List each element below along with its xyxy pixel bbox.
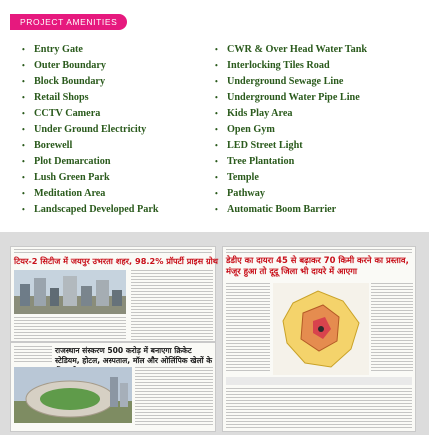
clipping-headline: राजस्थान संस्करण 500 करोड़ में बनाएगा क्रिकेट स्टेडियम, होटल, अस्पताल, मॉल और ओलिंपिक खेलों के (55, 346, 213, 365)
bullet-icon: • (22, 173, 25, 182)
clipping-subheadline (226, 377, 412, 385)
list-item: • Interlocking Tiles Road (215, 58, 367, 74)
list-item: • Block Boundary (22, 74, 159, 90)
bullet-icon: • (22, 205, 25, 214)
bullet-icon: • (22, 109, 25, 118)
body-text (131, 270, 213, 340)
bullet-icon: • (215, 93, 218, 102)
list-item: • Pathway (215, 186, 367, 202)
bullet-icon: • (22, 77, 25, 86)
amenities-right-list (215, 42, 367, 218)
bullet-icon: • (215, 189, 218, 198)
bullet-icon: • (215, 141, 218, 150)
bullet-icon: • (215, 109, 218, 118)
body-text (226, 388, 412, 430)
bullet-icon: • (215, 45, 218, 54)
bullet-icon: • (22, 157, 25, 166)
list-item: • Lush Green Park (22, 170, 159, 186)
news-clipping-stadium (10, 342, 216, 432)
list-item: • LED Street Light (215, 138, 367, 154)
list-item: • Retail Shops (22, 90, 159, 106)
body-text (371, 283, 413, 373)
region-map (273, 283, 369, 375)
bullet-icon: • (22, 61, 25, 70)
bullet-icon: • (22, 45, 25, 54)
list-item: • Under Ground Electricity (22, 122, 159, 138)
list-item: • CWR & Over Head Water Tank (215, 42, 367, 58)
list-item: • Kids Play Area (215, 106, 367, 122)
list-item: • Entry Gate (22, 42, 159, 58)
clipping-headline: टियर-2 सिटीज में जयपुर उभरता शहर, 98.2% प्रॉपर्टी प्राइस ग्रोथ (14, 256, 218, 266)
bullet-icon: • (215, 157, 218, 166)
list-item: • Landscaped Developed Park (22, 202, 159, 218)
list-item: • Borewell (22, 138, 159, 154)
body-text (226, 249, 412, 254)
body-text (14, 346, 52, 364)
body-text (226, 283, 270, 373)
city-skyline-photo (14, 270, 126, 314)
bullet-icon: • (215, 173, 218, 182)
list-item: • CCTV Camera (22, 106, 159, 122)
body-text (135, 367, 213, 427)
list-item: • Tree Plantation (215, 154, 367, 170)
bullet-icon: • (22, 141, 25, 150)
body-text (14, 249, 212, 254)
bullet-icon: • (22, 93, 25, 102)
list-item: • Temple (215, 170, 367, 186)
newspaper-clippings-section (0, 232, 429, 435)
amenities-left-list (22, 42, 159, 218)
section-title: PROJECT AMENITIES (10, 14, 127, 30)
list-item: • Meditation Area (22, 186, 159, 202)
list-item: • Underground Water Pipe Line (215, 90, 367, 106)
bullet-icon: • (22, 189, 25, 198)
bullet-icon: • (22, 125, 25, 134)
bullet-icon: • (215, 61, 218, 70)
body-text (14, 317, 126, 339)
bullet-icon: • (215, 125, 218, 134)
list-item: • Plot Demarcation (22, 154, 159, 170)
news-clipping-jda (222, 246, 416, 432)
bullet-icon: • (215, 205, 218, 214)
list-item: • Open Gym (215, 122, 367, 138)
list-item: • Automatic Boom Barrier (215, 202, 367, 218)
news-clipping-tier2 (10, 246, 216, 342)
stadium-rendering (14, 367, 132, 423)
bullet-icon: • (215, 77, 218, 86)
list-item: • Underground Sewage Line (215, 74, 367, 90)
list-item: • Outer Boundary (22, 58, 159, 74)
clipping-headline: डेडीए का दायरा 45 से बढ़ाकर 70 किमी करने का प्रस्ताव, मंजूर हुआ तो दूदू जिला भी दायरे में आएगा (226, 255, 409, 276)
